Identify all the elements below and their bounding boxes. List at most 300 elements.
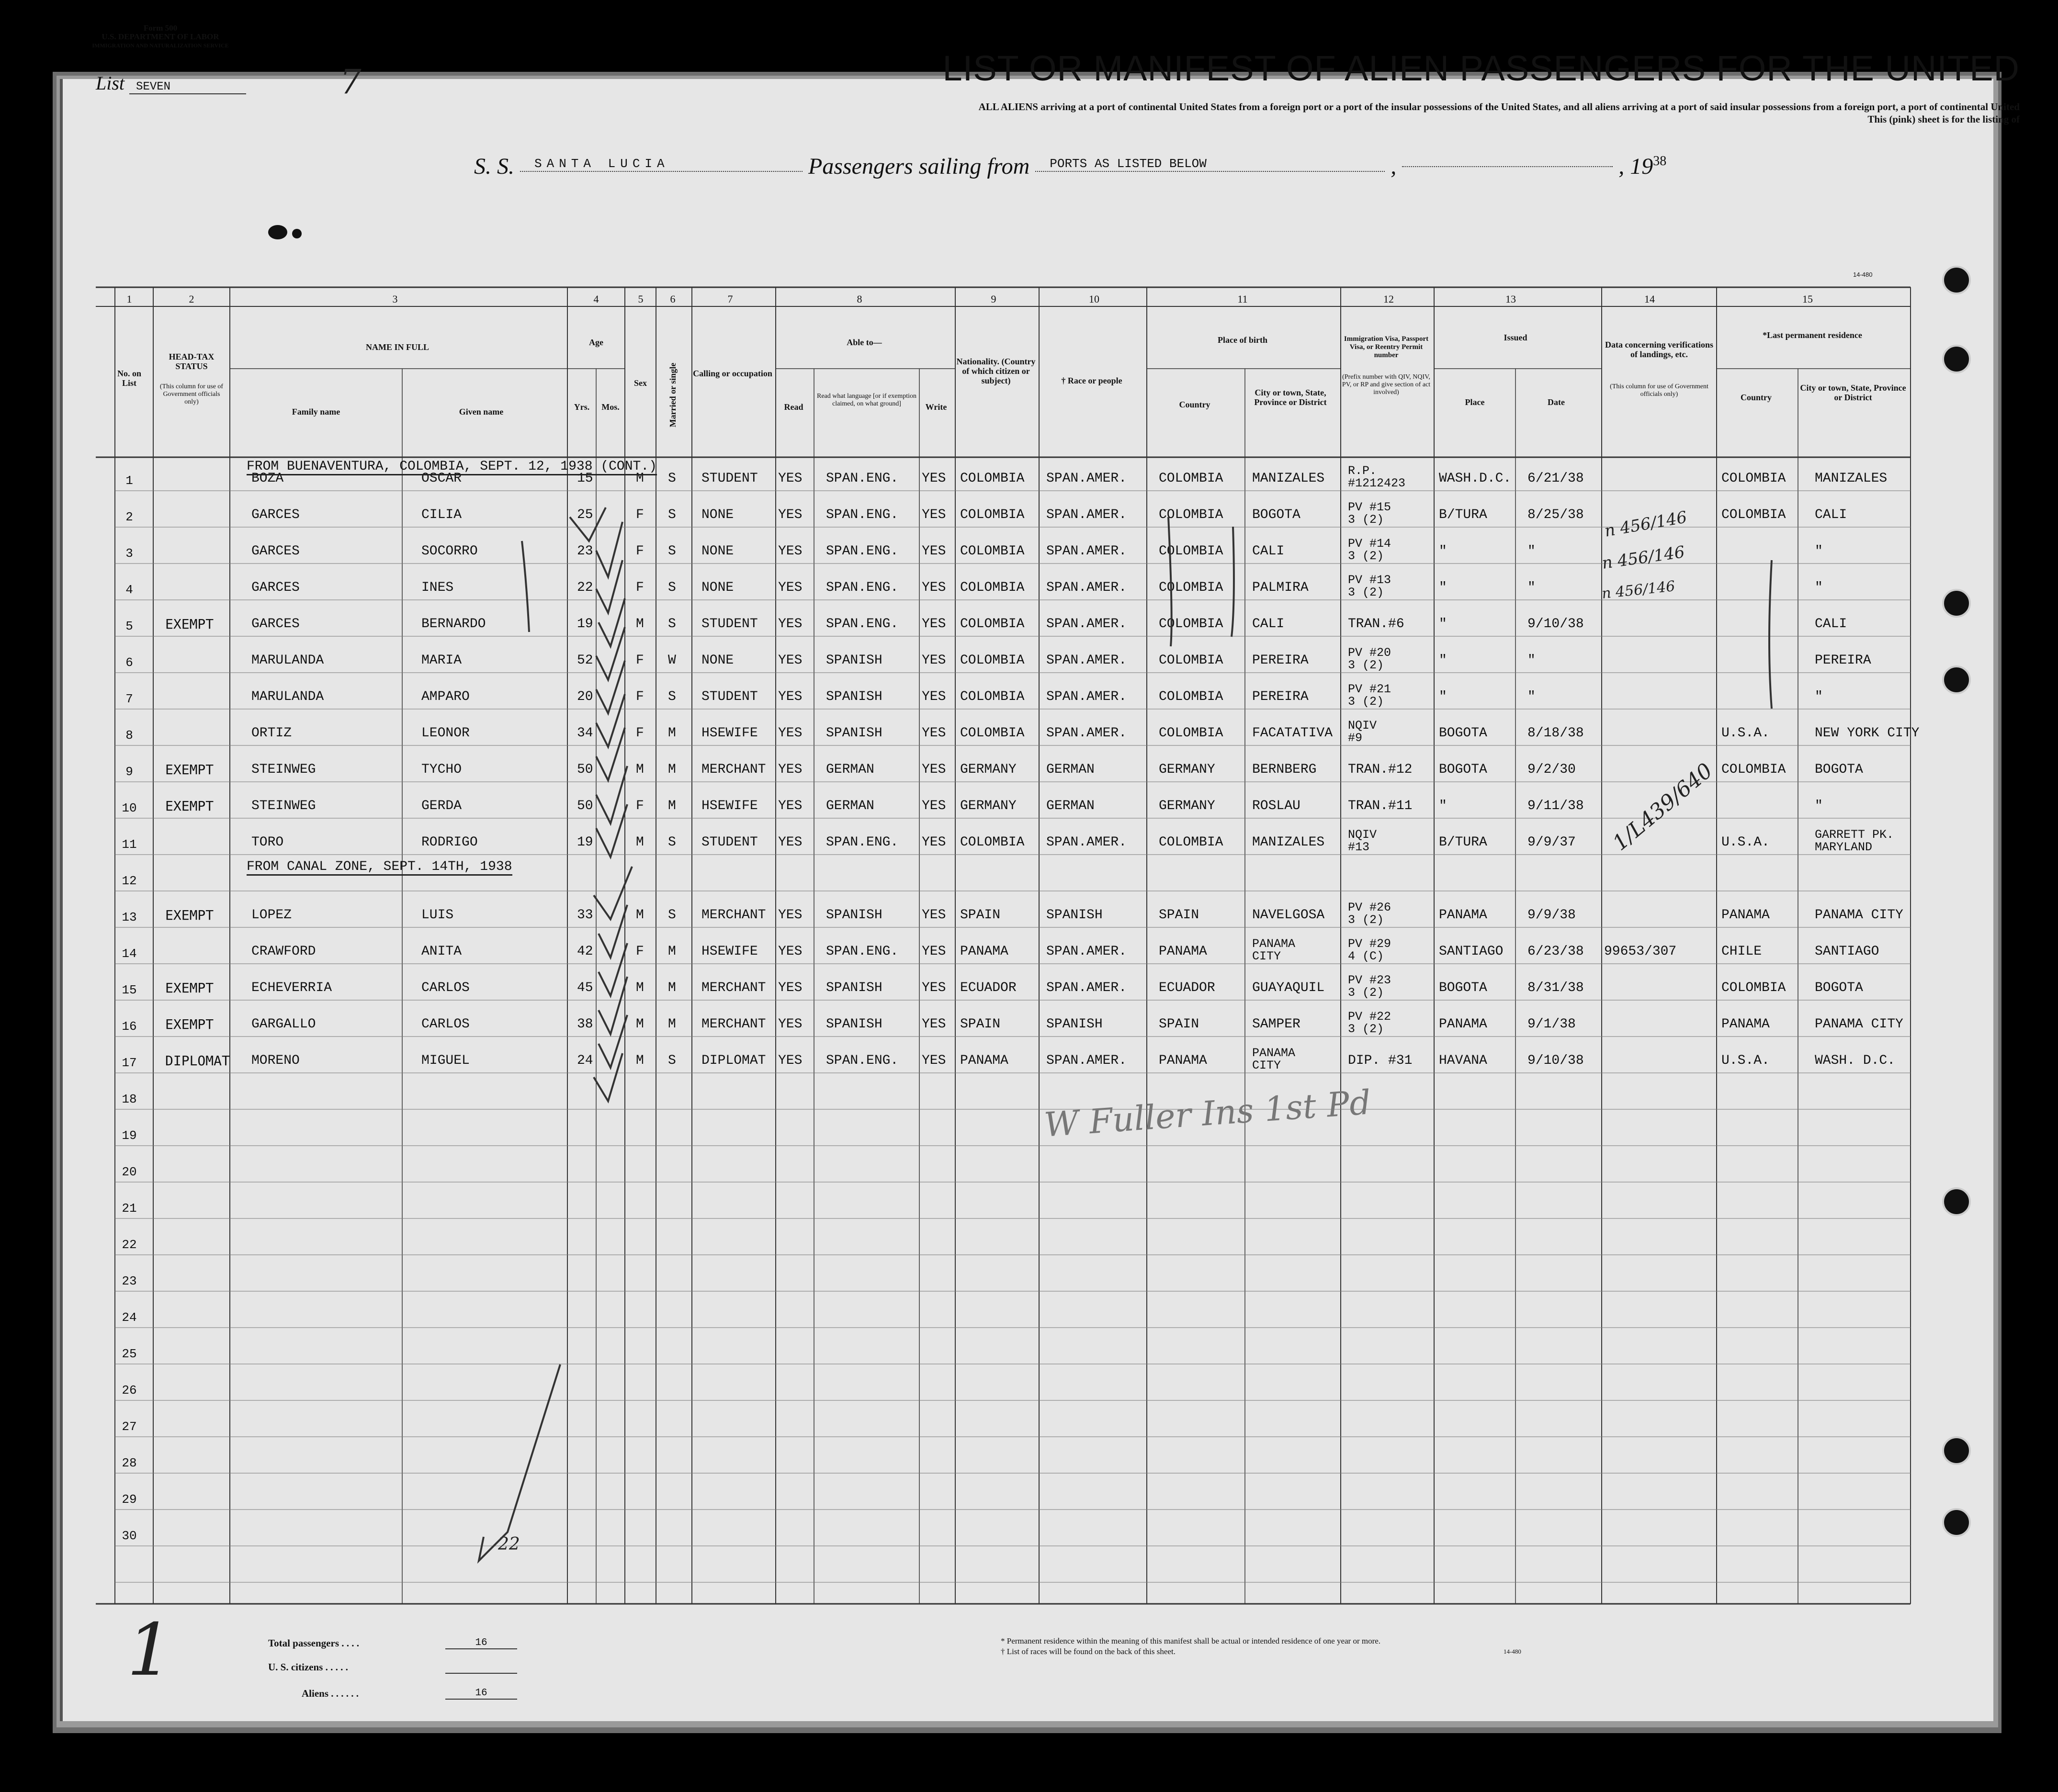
issued-place-cell: PANAMA (1439, 1017, 1487, 1032)
marital-status-cell: S (668, 507, 676, 522)
header-last-residence: *Last permanent residence (1763, 330, 1862, 340)
residence-city-cell: BOGOTA (1815, 981, 1863, 995)
write-cell: YES (922, 689, 946, 704)
nationality-cell: SPAIN (960, 908, 1001, 923)
birth-city-cell: GUAYAQUIL (1252, 981, 1325, 995)
issued-date-cell: 9/9/38 (1527, 908, 1576, 923)
read-cell: YES (778, 580, 803, 595)
residence-city-cell: WASH. D.C. (1815, 1053, 1896, 1068)
age-years-cell: 20 (577, 689, 593, 704)
row-number: 11 (122, 837, 137, 852)
marital-status-cell: M (668, 726, 676, 741)
family-name-cell: ORTIZ (251, 726, 292, 741)
row-number: 26 (122, 1383, 137, 1398)
row-number: 7 (125, 692, 133, 706)
head-tax-cell: EXEMPT (165, 762, 214, 778)
us-citizens-label: U. S. citizens (268, 1661, 323, 1673)
read-cell: YES (778, 617, 803, 631)
column-number: 15 (1802, 293, 1813, 305)
race-cell: SPAN.AMER. (1046, 544, 1127, 559)
row-number: 18 (122, 1092, 137, 1106)
birth-country-cell: COLOMBIA (1159, 544, 1223, 559)
issued-date-cell: 9/10/38 (1527, 1053, 1584, 1068)
header-data-note: (This column for use of Government officials only) (1610, 383, 1708, 398)
column-number: 6 (670, 293, 676, 305)
read-language-cell: SPAN.ENG. (826, 471, 899, 486)
race-cell: SPAN.AMER. (1046, 944, 1127, 959)
row-number: 27 (122, 1420, 137, 1434)
issued-date-cell: " (1527, 580, 1536, 595)
race-cell: SPAN.AMER. (1046, 689, 1127, 704)
birth-country-cell: COLOMBIA (1159, 653, 1223, 668)
header-sex: Sex (634, 378, 647, 388)
read-language-cell: SPAN.ENG. (826, 580, 899, 595)
read-language-cell: SPAN.ENG. (826, 544, 899, 559)
visa-number-cell: PV #26 3 (2) (1348, 901, 1391, 927)
marital-status-cell: S (668, 471, 676, 486)
sex-cell: M (636, 835, 644, 850)
row-number: 10 (122, 801, 137, 815)
header-nationality: Nationality. (Country of which citizen or subject) (956, 357, 1036, 385)
residence-country-cell: PANAMA (1721, 908, 1770, 923)
read-cell: YES (778, 653, 803, 668)
read-cell: YES (778, 507, 803, 522)
service-name: IMMIGRATION AND NATURALIZATION SERVICE (92, 42, 229, 49)
issued-place-cell: BOGOTA (1439, 726, 1487, 741)
residence-country-cell: COLOMBIA (1721, 471, 1786, 486)
read-language-cell: SPANISH (826, 1017, 882, 1032)
sailing-from: PORTS AS LISTED BELOW (1035, 157, 1385, 172)
birth-city-cell: PEREIRA (1252, 689, 1309, 704)
marital-status-cell: W (668, 653, 676, 668)
nationality-cell: COLOMBIA (960, 507, 1025, 522)
head-tax-cell: EXEMPT (165, 798, 214, 814)
header-no-on-list: No. on List (117, 369, 141, 388)
sex-cell: M (636, 908, 644, 923)
header-visa: Immigration Visa, Passport Visa, or Reentry Permit number (1344, 335, 1429, 359)
family-name-cell: GARCES (251, 507, 300, 522)
nationality-cell: COLOMBIA (960, 726, 1025, 741)
age-years-cell: 19 (577, 617, 593, 631)
marital-status-cell: M (668, 762, 676, 777)
write-cell: YES (922, 507, 946, 522)
given-name-cell: OSCAR (421, 471, 462, 486)
sex-cell: F (636, 799, 644, 813)
issued-place-cell: " (1439, 689, 1447, 704)
write-cell: YES (922, 1017, 946, 1032)
nationality-cell: PANAMA (960, 1053, 1008, 1068)
header-race: † Race or people (1061, 376, 1122, 385)
handwritten-data-note: 1/L439/640 (1608, 758, 1718, 856)
visa-number-cell: PV #13 3 (2) (1348, 573, 1391, 599)
read-language-cell: GERMAN (826, 799, 874, 813)
occupation-cell: NONE (701, 653, 734, 668)
issued-date-cell: 9/1/38 (1527, 1017, 1576, 1032)
column-number: 8 (857, 293, 862, 305)
marital-status-cell: M (668, 1017, 676, 1032)
residence-city-cell: " (1815, 544, 1823, 559)
nationality-cell: GERMANY (960, 799, 1017, 813)
family-name-cell: GARGALLO (251, 1017, 316, 1032)
given-name-cell: LUIS (421, 908, 454, 923)
header-issued-date: Date (1548, 397, 1565, 407)
row-number: 12 (122, 874, 137, 888)
issued-date-cell: 9/11/38 (1527, 799, 1584, 813)
visa-number-cell: PV #29 4 (C) (1348, 937, 1391, 963)
nationality-cell: COLOMBIA (960, 653, 1025, 668)
occupation-cell: STUDENT (701, 835, 758, 850)
read-language-cell: SPAN.ENG. (826, 835, 899, 850)
nationality-cell: PANAMA (960, 944, 1008, 959)
us-citizens-value (445, 1661, 517, 1674)
nationality-cell: COLOMBIA (960, 580, 1025, 595)
occupation-cell: DIPLOMAT (701, 1053, 766, 1068)
column-number: 5 (638, 293, 644, 305)
read-language-cell: SPANISH (826, 981, 882, 995)
footnote-code: 14-480 (1504, 1648, 1521, 1655)
given-name-cell: ANITA (421, 944, 462, 959)
nationality-cell: ECUADOR (960, 981, 1017, 995)
ship-line: S. S. SANTA LUCIA Passengers sailing from PORTS AS LISTED BELOW , , $19^{38}$ (474, 154, 1667, 179)
subtitle-line-1: ALL ALIENS arriving at a port of continental United States from a foreign port or a port of the insular possessions of the United States, and all aliens arriving at a port of said insular possessions from a foreign port, a port of continental United (978, 101, 2020, 113)
given-name-cell: CARLOS (421, 981, 470, 995)
header-name-in-full: NAME IN FULL (365, 342, 429, 352)
aliens-label: Aliens (302, 1688, 329, 1699)
occupation-cell: HSEWIFE (701, 726, 758, 741)
column-number: 14 (1644, 293, 1655, 305)
header-mos: Mos. (601, 402, 620, 412)
birth-city-cell: BOGOTA (1252, 507, 1300, 522)
footnote-residence: * Permanent residence within the meaning of this manifest shall be actual or intended residence of one year or more. (1001, 1636, 1381, 1645)
nationality-cell: COLOMBIA (960, 689, 1025, 704)
family-name-cell: STEINWEG (251, 762, 316, 777)
handwritten-left-mark: 1 (127, 1609, 173, 1692)
residence-city-cell: NEW YORK CITY (1815, 726, 1920, 741)
age-years-cell: 50 (577, 799, 593, 813)
ship-name: SANTA LUCIA (520, 157, 803, 172)
occupation-cell: NONE (701, 544, 734, 559)
issued-date-cell: 6/21/38 (1527, 471, 1584, 486)
race-cell: SPANISH (1046, 908, 1103, 923)
nationality-cell: SPAIN (960, 1017, 1001, 1032)
nationality-cell: COLOMBIA (960, 544, 1025, 559)
residence-city-cell: PANAMA CITY (1815, 908, 1903, 923)
marital-status-cell: M (668, 799, 676, 813)
header-issued: Issued (1504, 333, 1527, 342)
birth-country-cell: ECUADOR (1159, 981, 1215, 995)
sex-cell: F (636, 726, 644, 741)
header-head-tax: HEAD-TAX STATUS (169, 352, 215, 371)
header-family-name: Family name (292, 407, 340, 417)
column-number: 2 (189, 293, 194, 305)
race-cell: SPAN.AMER. (1046, 653, 1127, 668)
header-yrs: Yrs. (574, 402, 590, 412)
row-number: 4 (125, 583, 133, 597)
department-name: U.S. DEPARTMENT OF LABOR (102, 32, 219, 41)
read-cell: YES (778, 1017, 803, 1032)
header-write: Write (925, 402, 947, 412)
row-number: 30 (122, 1529, 137, 1543)
race-cell: SPAN.AMER. (1046, 471, 1127, 486)
column-number: 9 (991, 293, 996, 305)
residence-country-cell: U.S.A. (1721, 835, 1770, 850)
handwritten-data-note: n 456/146 (1603, 507, 1689, 541)
issued-date-cell: 8/18/38 (1527, 726, 1584, 741)
visa-number-cell: PV #15 3 (2) (1348, 500, 1391, 527)
issued-date-cell: " (1527, 653, 1536, 668)
family-name-cell: STEINWEG (251, 799, 316, 813)
birth-city-cell: MANIZALES (1252, 471, 1325, 486)
row-number: 9 (125, 765, 133, 779)
read-language-cell: GERMAN (826, 762, 874, 777)
birth-city-cell: MANIZALES (1252, 835, 1325, 850)
given-name-cell: AMPARO (421, 689, 470, 704)
issued-date-cell: 9/9/37 (1527, 835, 1576, 850)
race-cell: SPAN.AMER. (1046, 507, 1127, 522)
race-cell: SPAN.AMER. (1046, 726, 1127, 741)
family-name-cell: GARCES (251, 544, 300, 559)
birth-city-cell: BERNBERG (1252, 762, 1317, 777)
write-cell: YES (922, 471, 946, 486)
row-number: 5 (125, 619, 133, 633)
row-number: 14 (122, 947, 137, 961)
read-cell: YES (778, 908, 803, 923)
family-name-cell: GARCES (251, 580, 300, 595)
header-age: Age (589, 338, 603, 347)
read-language-cell: SPANISH (826, 908, 882, 923)
occupation-cell: STUDENT (701, 689, 758, 704)
given-name-cell: INES (421, 580, 454, 595)
nationality-cell: COLOMBIA (960, 617, 1025, 631)
sex-cell: F (636, 653, 644, 668)
sex-cell: M (636, 1017, 644, 1032)
age-years-cell: 23 (577, 544, 593, 559)
head-tax-cell: EXEMPT (165, 1016, 214, 1032)
header-calling: Calling or occupation (693, 369, 772, 378)
visa-number-cell: DIP. #31 (1348, 1053, 1413, 1068)
family-name-cell: CRAWFORD (251, 944, 316, 959)
header-able-to: Able to— (847, 338, 882, 347)
residence-city-cell: " (1815, 689, 1823, 704)
visa-number-cell: NQIV #9 (1348, 719, 1377, 745)
issued-place-cell: " (1439, 653, 1447, 668)
birth-country-cell: PANAMA (1159, 944, 1207, 959)
total-passengers-row: Total passengers . . . . 16 (268, 1637, 359, 1649)
visa-number-cell: PV #20 3 (2) (1348, 646, 1391, 672)
given-name-cell: SOCORRO (421, 544, 478, 559)
birth-city-cell: CALI (1252, 544, 1285, 559)
write-cell: YES (922, 799, 946, 813)
visa-number-cell: TRAN.#11 (1348, 799, 1413, 813)
marital-status-cell: S (668, 580, 676, 595)
age-years-cell: 52 (577, 653, 593, 668)
header-birth-city: City or town, State, Province or District (1254, 388, 1327, 407)
nationality-cell: GERMANY (960, 762, 1017, 777)
column-number: 13 (1505, 293, 1516, 305)
sex-cell: M (636, 1053, 644, 1068)
head-tax-cell: EXEMPT (165, 907, 214, 923)
head-tax-cell: EXEMPT (165, 980, 214, 996)
age-years-cell: 34 (577, 726, 593, 741)
residence-country-cell: COLOMBIA (1721, 507, 1786, 522)
write-cell: YES (922, 981, 946, 995)
birth-city-cell: PALMIRA (1252, 580, 1309, 595)
birth-city-cell: ROSLAU (1252, 799, 1300, 813)
family-name-cell: TORO (251, 835, 284, 850)
birth-city-cell: FACATATIVA (1252, 726, 1333, 741)
age-years-cell: 24 (577, 1053, 593, 1068)
issued-place-cell: " (1439, 617, 1447, 631)
residence-city-cell: MANIZALES (1815, 471, 1888, 486)
sex-cell: F (636, 944, 644, 959)
read-cell: YES (778, 1053, 803, 1068)
header-head-tax-note: (This column for use of Government officials only) (159, 383, 224, 406)
nationality-cell: COLOMBIA (960, 471, 1025, 486)
birth-city-cell: PEREIRA (1252, 653, 1309, 668)
race-cell: GERMAN (1046, 762, 1095, 777)
header-read: Read (784, 402, 803, 412)
issued-place-cell: " (1439, 580, 1447, 595)
header-given-name: Given name (459, 407, 504, 417)
read-language-cell: SPANISH (826, 689, 882, 704)
birth-country-cell: GERMANY (1159, 762, 1215, 777)
row-number: 19 (122, 1128, 137, 1143)
handwritten-signature: W Fuller Ins 1st Pd (1042, 1082, 1372, 1145)
occupation-cell: NONE (701, 580, 734, 595)
race-cell: SPAN.AMER. (1046, 580, 1127, 595)
read-cell: YES (778, 689, 803, 704)
issued-place-cell: B/TURA (1439, 835, 1487, 850)
marital-status-cell: M (668, 981, 676, 995)
issued-place-cell: BOGOTA (1439, 981, 1487, 995)
aliens-value: 16 (445, 1688, 517, 1700)
sex-cell: F (636, 689, 644, 704)
column-number: 7 (727, 293, 733, 305)
issued-date-cell: 8/25/38 (1527, 507, 1584, 522)
race-cell: GERMAN (1046, 799, 1095, 813)
visa-number-cell: NQIV #13 (1348, 828, 1377, 854)
column-number: 12 (1383, 293, 1394, 305)
residence-city-cell: CALI (1815, 617, 1847, 631)
residence-country-cell: U.S.A. (1721, 726, 1770, 741)
list-label: List (96, 72, 125, 94)
issued-place-cell: B/TURA (1439, 507, 1487, 522)
read-cell: YES (778, 835, 803, 850)
sex-cell: F (636, 507, 644, 522)
given-name-cell: CARLOS (421, 1017, 470, 1032)
issued-place-cell: PANAMA (1439, 908, 1487, 923)
sailing-label: Passengers sailing from (808, 154, 1030, 179)
write-cell: YES (922, 726, 946, 741)
issued-date-cell: " (1527, 544, 1536, 559)
residence-city-cell: " (1815, 580, 1823, 595)
section-heading: FROM BUENAVENTURA, COLOMBIA, SEPT. 12, 1938 (CONT.) (247, 459, 657, 475)
given-name-cell: TYCHO (421, 762, 462, 777)
race-cell: SPAN.AMER. (1046, 1053, 1127, 1068)
sex-cell: M (636, 471, 644, 486)
row-number: 13 (122, 910, 137, 924)
column-number: 11 (1237, 293, 1248, 305)
list-value: SEVEN (129, 80, 246, 94)
verification-cell: 99653/307 (1604, 944, 1677, 959)
family-name-cell: MORENO (251, 1053, 300, 1068)
form-code: 14-480 (1853, 271, 1873, 278)
nationality-cell: COLOMBIA (960, 835, 1025, 850)
marital-status-cell: S (668, 1053, 676, 1068)
residence-city-cell: CALI (1815, 507, 1847, 522)
write-cell: YES (922, 908, 946, 923)
read-cell: YES (778, 799, 803, 813)
column-number: 1 (126, 293, 132, 305)
occupation-cell: HSEWIFE (701, 944, 758, 959)
visa-number-cell: TRAN.#6 (1348, 617, 1404, 631)
occupation-cell: HSEWIFE (701, 799, 758, 813)
residence-city-cell: PEREIRA (1815, 653, 1871, 668)
header-issued-place: Place (1465, 397, 1485, 407)
read-cell: YES (778, 471, 803, 486)
issued-place-cell: WASH.D.C. (1439, 471, 1512, 486)
issued-place-cell: " (1439, 544, 1447, 559)
age-years-cell: 15 (577, 471, 593, 486)
residence-city-cell: PANAMA CITY (1815, 1017, 1903, 1032)
us-citizens-row: U. S. citizens . . . . . (268, 1661, 348, 1673)
read-language-cell: SPAN.ENG. (826, 617, 899, 631)
family-name-cell: GARCES (251, 617, 300, 631)
given-name-cell: LEONOR (421, 726, 470, 741)
birth-country-cell: COLOMBIA (1159, 835, 1223, 850)
read-language-cell: SPANISH (826, 653, 882, 668)
header-place-of-birth: Place of birth (1218, 335, 1267, 345)
row-number: 23 (122, 1274, 137, 1288)
row-number: 22 (122, 1238, 137, 1252)
age-years-cell: 25 (577, 507, 593, 522)
marital-status-cell: M (668, 944, 676, 959)
birth-country-cell: GERMANY (1159, 799, 1215, 813)
footnote-races: † List of races will be found on the back of this sheet. (1001, 1647, 1176, 1656)
residence-city-cell: GARRETT PK. MARYLAND (1815, 828, 1894, 854)
row-number: 29 (122, 1492, 137, 1507)
age-years-cell: 19 (577, 835, 593, 850)
read-cell: YES (778, 981, 803, 995)
occupation-cell: MERCHANT (701, 908, 766, 923)
ss-label: S. S. (474, 154, 514, 179)
birth-country-cell: COLOMBIA (1159, 689, 1223, 704)
occupation-cell: MERCHANT (701, 1017, 766, 1032)
read-language-cell: SPAN.ENG. (826, 944, 899, 959)
read-cell: YES (778, 762, 803, 777)
given-name-cell: CILIA (421, 507, 462, 522)
row-number: 6 (125, 655, 133, 670)
age-years-cell: 38 (577, 1017, 593, 1032)
birth-city-cell: PANAMA CITY (1252, 1046, 1296, 1072)
residence-country-cell: COLOMBIA (1721, 981, 1786, 995)
residence-country-cell: COLOMBIA (1721, 762, 1786, 777)
occupation-cell: STUDENT (701, 471, 758, 486)
read-language-cell: SPAN.ENG. (826, 1053, 899, 1068)
residence-country-cell: PANAMA (1721, 1017, 1770, 1032)
given-name-cell: GERDA (421, 799, 462, 813)
visa-number-cell: PV #23 3 (2) (1348, 973, 1391, 1000)
write-cell: YES (922, 653, 946, 668)
birth-country-cell: SPAIN (1159, 1017, 1199, 1032)
list-handwritten: 7 (340, 62, 362, 101)
issued-place-cell: SANTIAGO (1439, 944, 1504, 959)
row-number: 3 (125, 546, 133, 561)
birth-city-cell: PANAMA CITY (1252, 937, 1296, 963)
write-cell: YES (922, 617, 946, 631)
marital-status-cell: S (668, 617, 676, 631)
visa-number-cell: TRAN.#12 (1348, 762, 1413, 777)
